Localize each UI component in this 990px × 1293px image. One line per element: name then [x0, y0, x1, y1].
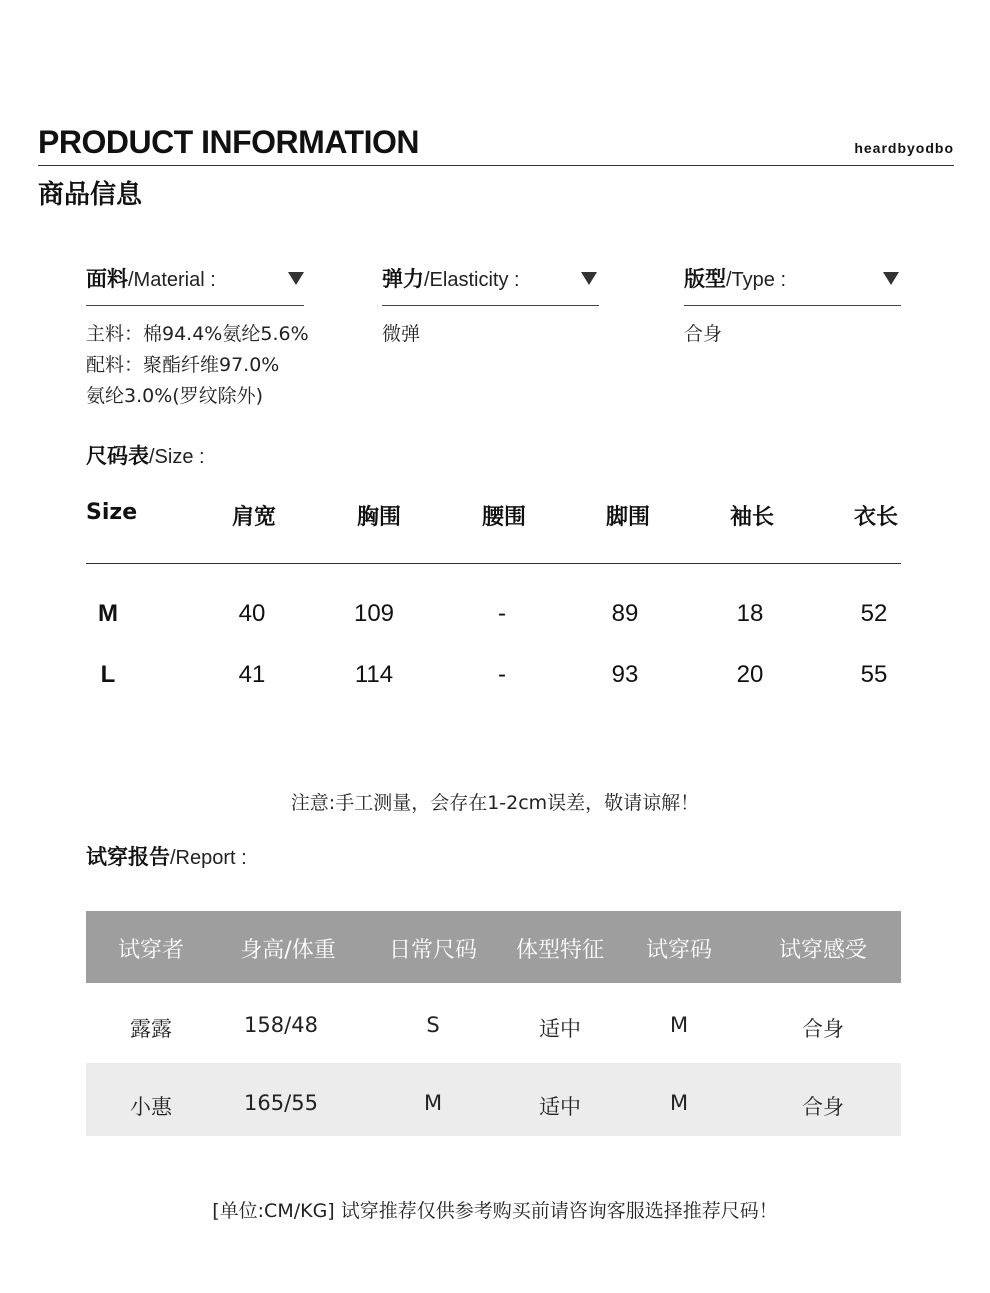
- size-col-header: 脚围: [606, 505, 651, 530]
- report-cell: S: [426, 1013, 440, 1037]
- elasticity-values: [382, 319, 420, 350]
- report-table: [86, 911, 901, 1136]
- type-label-cn: 版型: [684, 267, 726, 291]
- material-value-line: 主料：棉94.4%氨纶5.6%: [86, 323, 309, 345]
- size-col-header: 腰围: [482, 505, 527, 530]
- type-label-en: /Type :: [726, 269, 787, 291]
- size-col-header: 衣长: [854, 505, 899, 530]
- report-cell: M: [669, 1013, 689, 1037]
- report-cell: 158/48: [244, 1013, 318, 1037]
- triangle-down-icon: [883, 272, 899, 285]
- report-cell: M: [669, 1091, 689, 1115]
- report-label-cn: 试穿报告: [86, 845, 170, 869]
- report-cell: 适中: [539, 1095, 581, 1119]
- report-col-header: 体型特征: [515, 938, 604, 963]
- type-header: [684, 262, 901, 306]
- material-header: [86, 262, 304, 306]
- size-col-header: 胸围: [357, 505, 402, 530]
- type-values: [684, 319, 722, 350]
- report-cell: 适中: [539, 1017, 581, 1041]
- material-values: [86, 319, 309, 412]
- report-col-header: 日常尺码: [388, 938, 477, 963]
- elasticity-header: [382, 262, 599, 306]
- report-cell: 165/55: [244, 1091, 318, 1115]
- brand-logo: heardbyodbo: [854, 140, 954, 156]
- size-cell: -: [498, 661, 506, 688]
- report-col-header: 试穿者: [117, 938, 184, 963]
- size-table: [86, 500, 901, 686]
- size-cell: 41: [238, 661, 266, 688]
- size-cell: 89: [611, 600, 639, 627]
- report-section-label: [86, 841, 247, 871]
- size-cell: 20: [736, 661, 764, 688]
- size-cell: 93: [611, 661, 639, 688]
- table-row: [86, 564, 901, 625]
- triangle-down-icon: [581, 272, 597, 285]
- size-cell: -: [498, 600, 506, 627]
- size-label-en: /Size :: [149, 446, 205, 468]
- size-label-cn: 尺码表: [86, 444, 149, 468]
- elasticity-value: 微弹: [382, 323, 421, 345]
- material-label-en: /Material :: [128, 269, 216, 291]
- report-col-header: 试穿感受: [778, 938, 867, 963]
- size-col-header: Size: [86, 500, 138, 525]
- size-cell: 18: [736, 600, 764, 627]
- size-cell: 40: [238, 600, 266, 627]
- table-row: [86, 625, 901, 686]
- report-cell: 露露: [130, 1017, 172, 1041]
- size-table-header: [86, 500, 901, 564]
- size-cell: 55: [860, 661, 888, 688]
- size-cell: 114: [354, 661, 394, 688]
- report-cell: 小惠: [130, 1095, 172, 1119]
- page-title-en: PRODUCT INFORMATION: [38, 124, 419, 160]
- size-cell: M: [98, 600, 118, 627]
- size-cell: L: [100, 661, 116, 688]
- report-label-en: /Report :: [170, 847, 247, 869]
- type-value: 合身: [684, 323, 723, 345]
- size-col-header: 肩宽: [232, 505, 277, 530]
- measurement-note: 注意:手工测量，会存在1-2cm误差，敬请谅解！: [290, 792, 700, 814]
- report-col-header: 试穿码: [645, 938, 712, 963]
- table-row: [86, 1063, 901, 1136]
- report-cell: M: [423, 1091, 443, 1115]
- page-title-cn: 商品信息: [38, 180, 143, 210]
- table-row: [86, 983, 901, 1063]
- material-label-cn: 面料: [86, 267, 128, 291]
- triangle-down-icon: [288, 272, 304, 285]
- report-cell: 合身: [802, 1095, 844, 1119]
- size-col-header: 袖长: [730, 505, 775, 530]
- report-table-header: [86, 911, 901, 983]
- elasticity-label-en: /Elasticity :: [424, 269, 520, 291]
- header-divider: [38, 165, 954, 166]
- elasticity-label-cn: 弹力: [382, 267, 424, 291]
- material-value-line: 氨纶3.0%(罗纹除外): [86, 385, 264, 407]
- size-section-label: [86, 440, 205, 470]
- material-value-line: 配料：聚酯纤维97.0%: [86, 354, 280, 376]
- size-cell: 52: [860, 600, 888, 627]
- footer-note: [单位:CM/KG] 试穿推荐仅供参考购买前请咨询客服选择推荐尺码！: [212, 1200, 778, 1222]
- size-cell: 109: [353, 600, 395, 627]
- report-cell: 合身: [802, 1017, 844, 1041]
- report-col-header: 身高/体重: [240, 938, 336, 963]
